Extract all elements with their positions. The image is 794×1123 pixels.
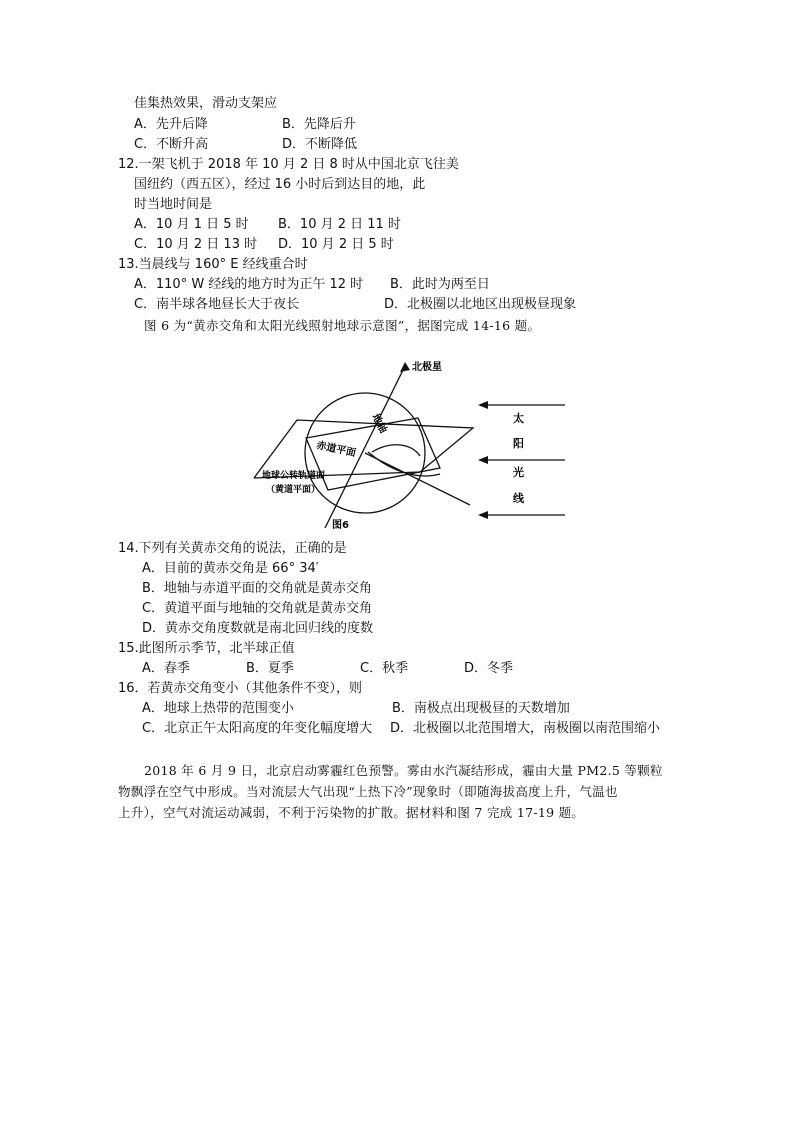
q11-option-d: D．不断降低: [282, 137, 358, 152]
figure6-intro: 图 6 为“黄赤交角和太阳光线照射地球示意图”，据图完成 14-16 题。: [144, 318, 541, 333]
q15-option-c: C．秋季: [360, 661, 409, 676]
equator-plane-label: 赤道平面: [315, 440, 357, 460]
q12-stem-line2: 国纽约（西五区），经过 16 小时后到达目的地，此: [134, 177, 426, 192]
q14-stem: 14.下列有关黄赤交角的说法，正确的是: [118, 541, 347, 556]
q14-option-c: C．黄道平面与地轴的交角就是黄赤交角: [142, 601, 373, 616]
q12-option-a: A．10 月 1 日 5 时: [134, 217, 249, 232]
q14-option-d: D．黄赤交角度数就是南北回归线的度数: [142, 621, 374, 636]
q13-option-a: A．110° W 经线的地方时为正午 12 时: [134, 277, 364, 292]
q15-option-a: A．春季: [142, 661, 190, 676]
sun-ray-char-1: 太: [513, 412, 524, 425]
q15-option-b: B．夏季: [246, 661, 294, 676]
q16-option-a: A．地球上热带的范围变小: [142, 701, 294, 716]
axis-label: 地轴: [369, 412, 389, 436]
q11-option-c: C．不断升高: [134, 137, 209, 152]
material-line-1: 2018 年 6 月 9 日，北京启动雾霾红色预警。雾由水汽凝结形成，霾由大量 PM2.5 等颗粒: [144, 763, 663, 778]
figure6-diagram: [0, 350, 794, 550]
q11-stem-continued: 佳集热效果，滑动支架应: [134, 96, 278, 111]
q13-stem: 13.当晨线与 160° E 经线重合时: [118, 257, 308, 272]
q13-option-d: D．北极圈以北地区出现极昼现象: [384, 297, 577, 312]
material-line-3: 上升），空气对流运动减弱，不利于污染物的扩散。据材料和图 7 完成 17-19 题。: [118, 805, 585, 820]
figure6-caption: 图6: [332, 520, 349, 531]
ecliptic-plane-label: （黄道平面）: [266, 485, 321, 495]
q12-option-b: B．10 月 2 日 11 时: [278, 217, 401, 232]
sun-ray-char-2: 阳: [513, 437, 524, 450]
sun-ray-char-4: 线: [513, 492, 524, 505]
q16-option-b: B．南极点出现极昼的天数增加: [392, 701, 570, 716]
q15-option-d: D．冬季: [464, 661, 514, 676]
q13-option-c: C．南半球各地昼长大于夜长: [134, 297, 300, 312]
q14-option-b: B．地轴与赤道平面的交角就是黄赤交角: [142, 581, 372, 596]
orbit-plane-label: 地球公转轨道面: [262, 471, 326, 481]
q14-option-a: A．目前的黄赤交角是 66° 34′: [142, 561, 319, 576]
q16-option-d: D．北极圈以北范围增大，南极圈以南范围缩小: [390, 721, 661, 736]
q12-stem-line3: 时当地时间是: [134, 197, 213, 212]
q12-option-d: D．10 月 2 日 5 时: [278, 237, 394, 252]
material-line-2: 物飘浮在空气中形成。当对流层大气出现“上热下冷”现象时（即随海拔高度上升，气温也: [118, 784, 618, 799]
q11-option-a: A．先升后降: [134, 117, 208, 132]
q12-option-c: C．10 月 2 日 13 时: [134, 237, 258, 252]
q15-stem: 15.此图所示季节，北半球正值: [118, 641, 295, 656]
north-star-label: 北极星: [412, 362, 442, 373]
sun-ray-char-3: 光: [513, 466, 524, 479]
q11-option-b: B．先降后升: [282, 117, 356, 132]
q16-option-c: C．北京正午太阳高度的年变化幅度增大: [142, 721, 373, 736]
q16-stem: 16．若黄赤交角变小（其他条件不变），则: [118, 681, 363, 696]
q13-option-b: B．此时为两至日: [390, 277, 490, 292]
q12-stem-line1: 12.一架飞机于 2018 年 10 月 2 日 8 时从中国北京飞往美: [118, 157, 459, 172]
